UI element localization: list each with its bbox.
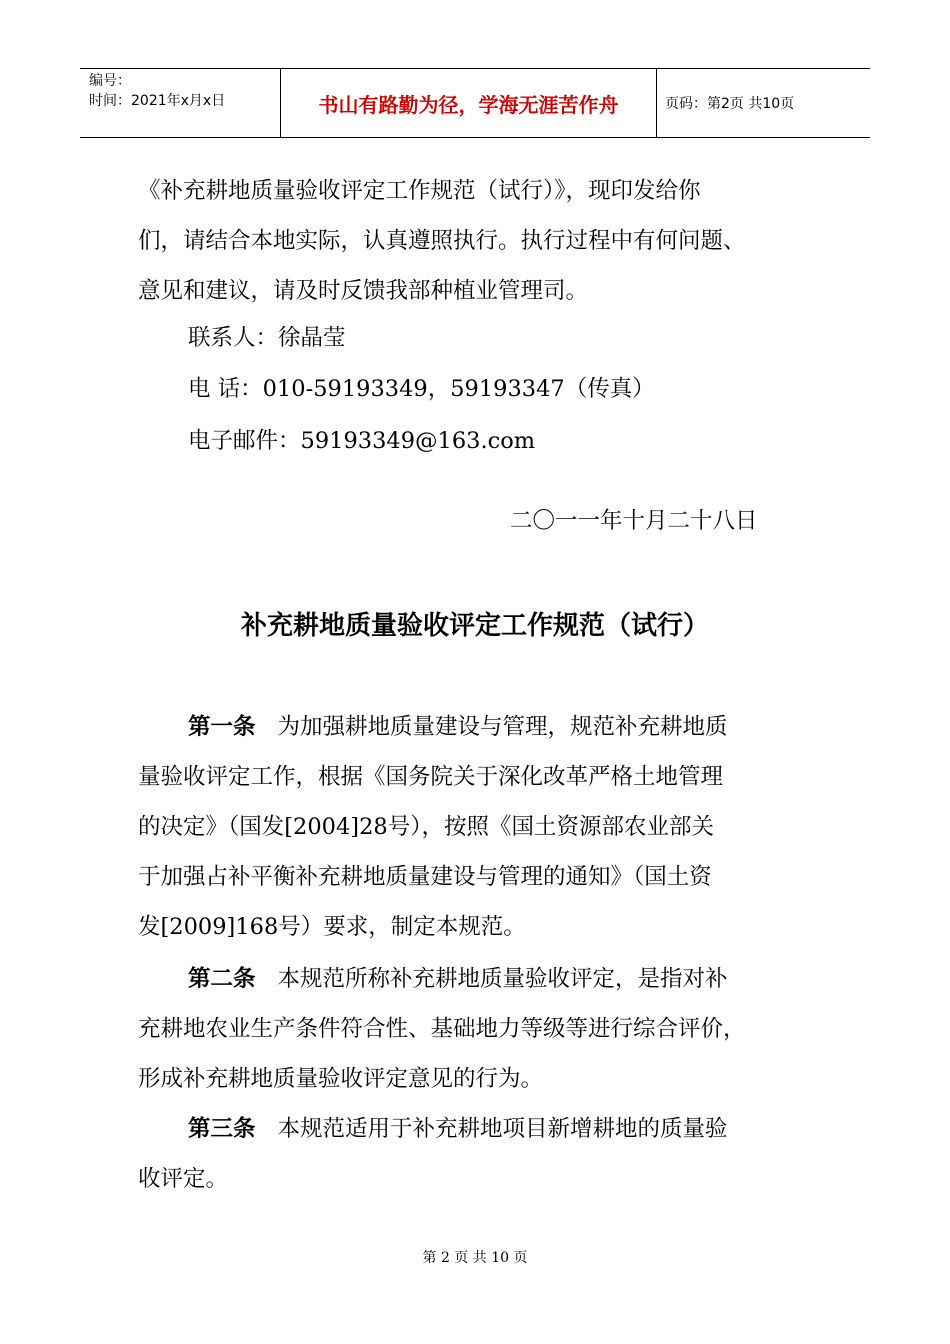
- header-meta: [80, 69, 281, 137]
- number-label: 编号：: [89, 73, 131, 89]
- document-title: 补充耕地质量验收评定工作规范（试行）: [240, 611, 709, 641]
- intro-line-3: 意见和建议，请及时反馈我部种植业管理司。: [138, 278, 589, 304]
- article-3-line-1: 第三条 本规范适用于补充耕地项目新增耕地的质量验: [188, 1116, 728, 1142]
- contact-email: 电子邮件：59193349@163.com: [188, 428, 536, 454]
- time-label: 时间：2021年x月x日: [89, 93, 226, 109]
- header-motto: 书山有路勤为径，学海无涯苦作舟: [281, 69, 657, 137]
- contact-phone: 电 话：010-59193349，59193347（传真）: [188, 376, 655, 402]
- article-1-line-1: 第一条 为加强耕地质量建设与管理，规范补充耕地质: [188, 714, 728, 740]
- article-2-label: 第二条: [188, 966, 256, 992]
- contact-person: 联系人：徐晶莹: [188, 325, 346, 351]
- article-1-line-3: 的决定》（国发[2004]28号），按照《国土资源部农业部关: [138, 814, 714, 840]
- article-2-line-2: 充耕地农业生产条件符合性、基础地力等级等进行综合评价，: [138, 1016, 746, 1042]
- intro-line-1: 《补充耕地质量验收评定工作规范（试行）》，现印发给你: [138, 178, 701, 204]
- page-footer: 第 2 页 共 10 页: [422, 1250, 528, 1266]
- article-1-line-2: 量验收评定工作，根据《国务院关于深化改革严格土地管理: [138, 764, 724, 790]
- article-1-line-5: 发[2009]168号）要求，制定本规范。: [138, 914, 526, 940]
- header-page-info: 页码：第2页 共10页: [665, 96, 795, 112]
- article-3-line-2: 收评定。: [138, 1166, 229, 1192]
- article-2-line-1: 第二条 本规范所称补充耕地质量验收评定，是指对补: [188, 966, 728, 992]
- page-header: [80, 68, 870, 138]
- issue-date: 二〇一一年十月二十八日: [510, 508, 758, 534]
- intro-line-2: 们，请结合本地实际，认真遵照执行。执行过程中有何问题、: [138, 228, 746, 254]
- article-3-label: 第三条: [188, 1116, 256, 1142]
- article-1-line-4: 于加强占补平衡补充耕地质量建设与管理的通知》（国土资: [138, 864, 712, 890]
- article-1-label: 第一条: [188, 714, 256, 740]
- article-2-line-3: 形成补充耕地质量验收评定意见的行为。: [138, 1066, 544, 1092]
